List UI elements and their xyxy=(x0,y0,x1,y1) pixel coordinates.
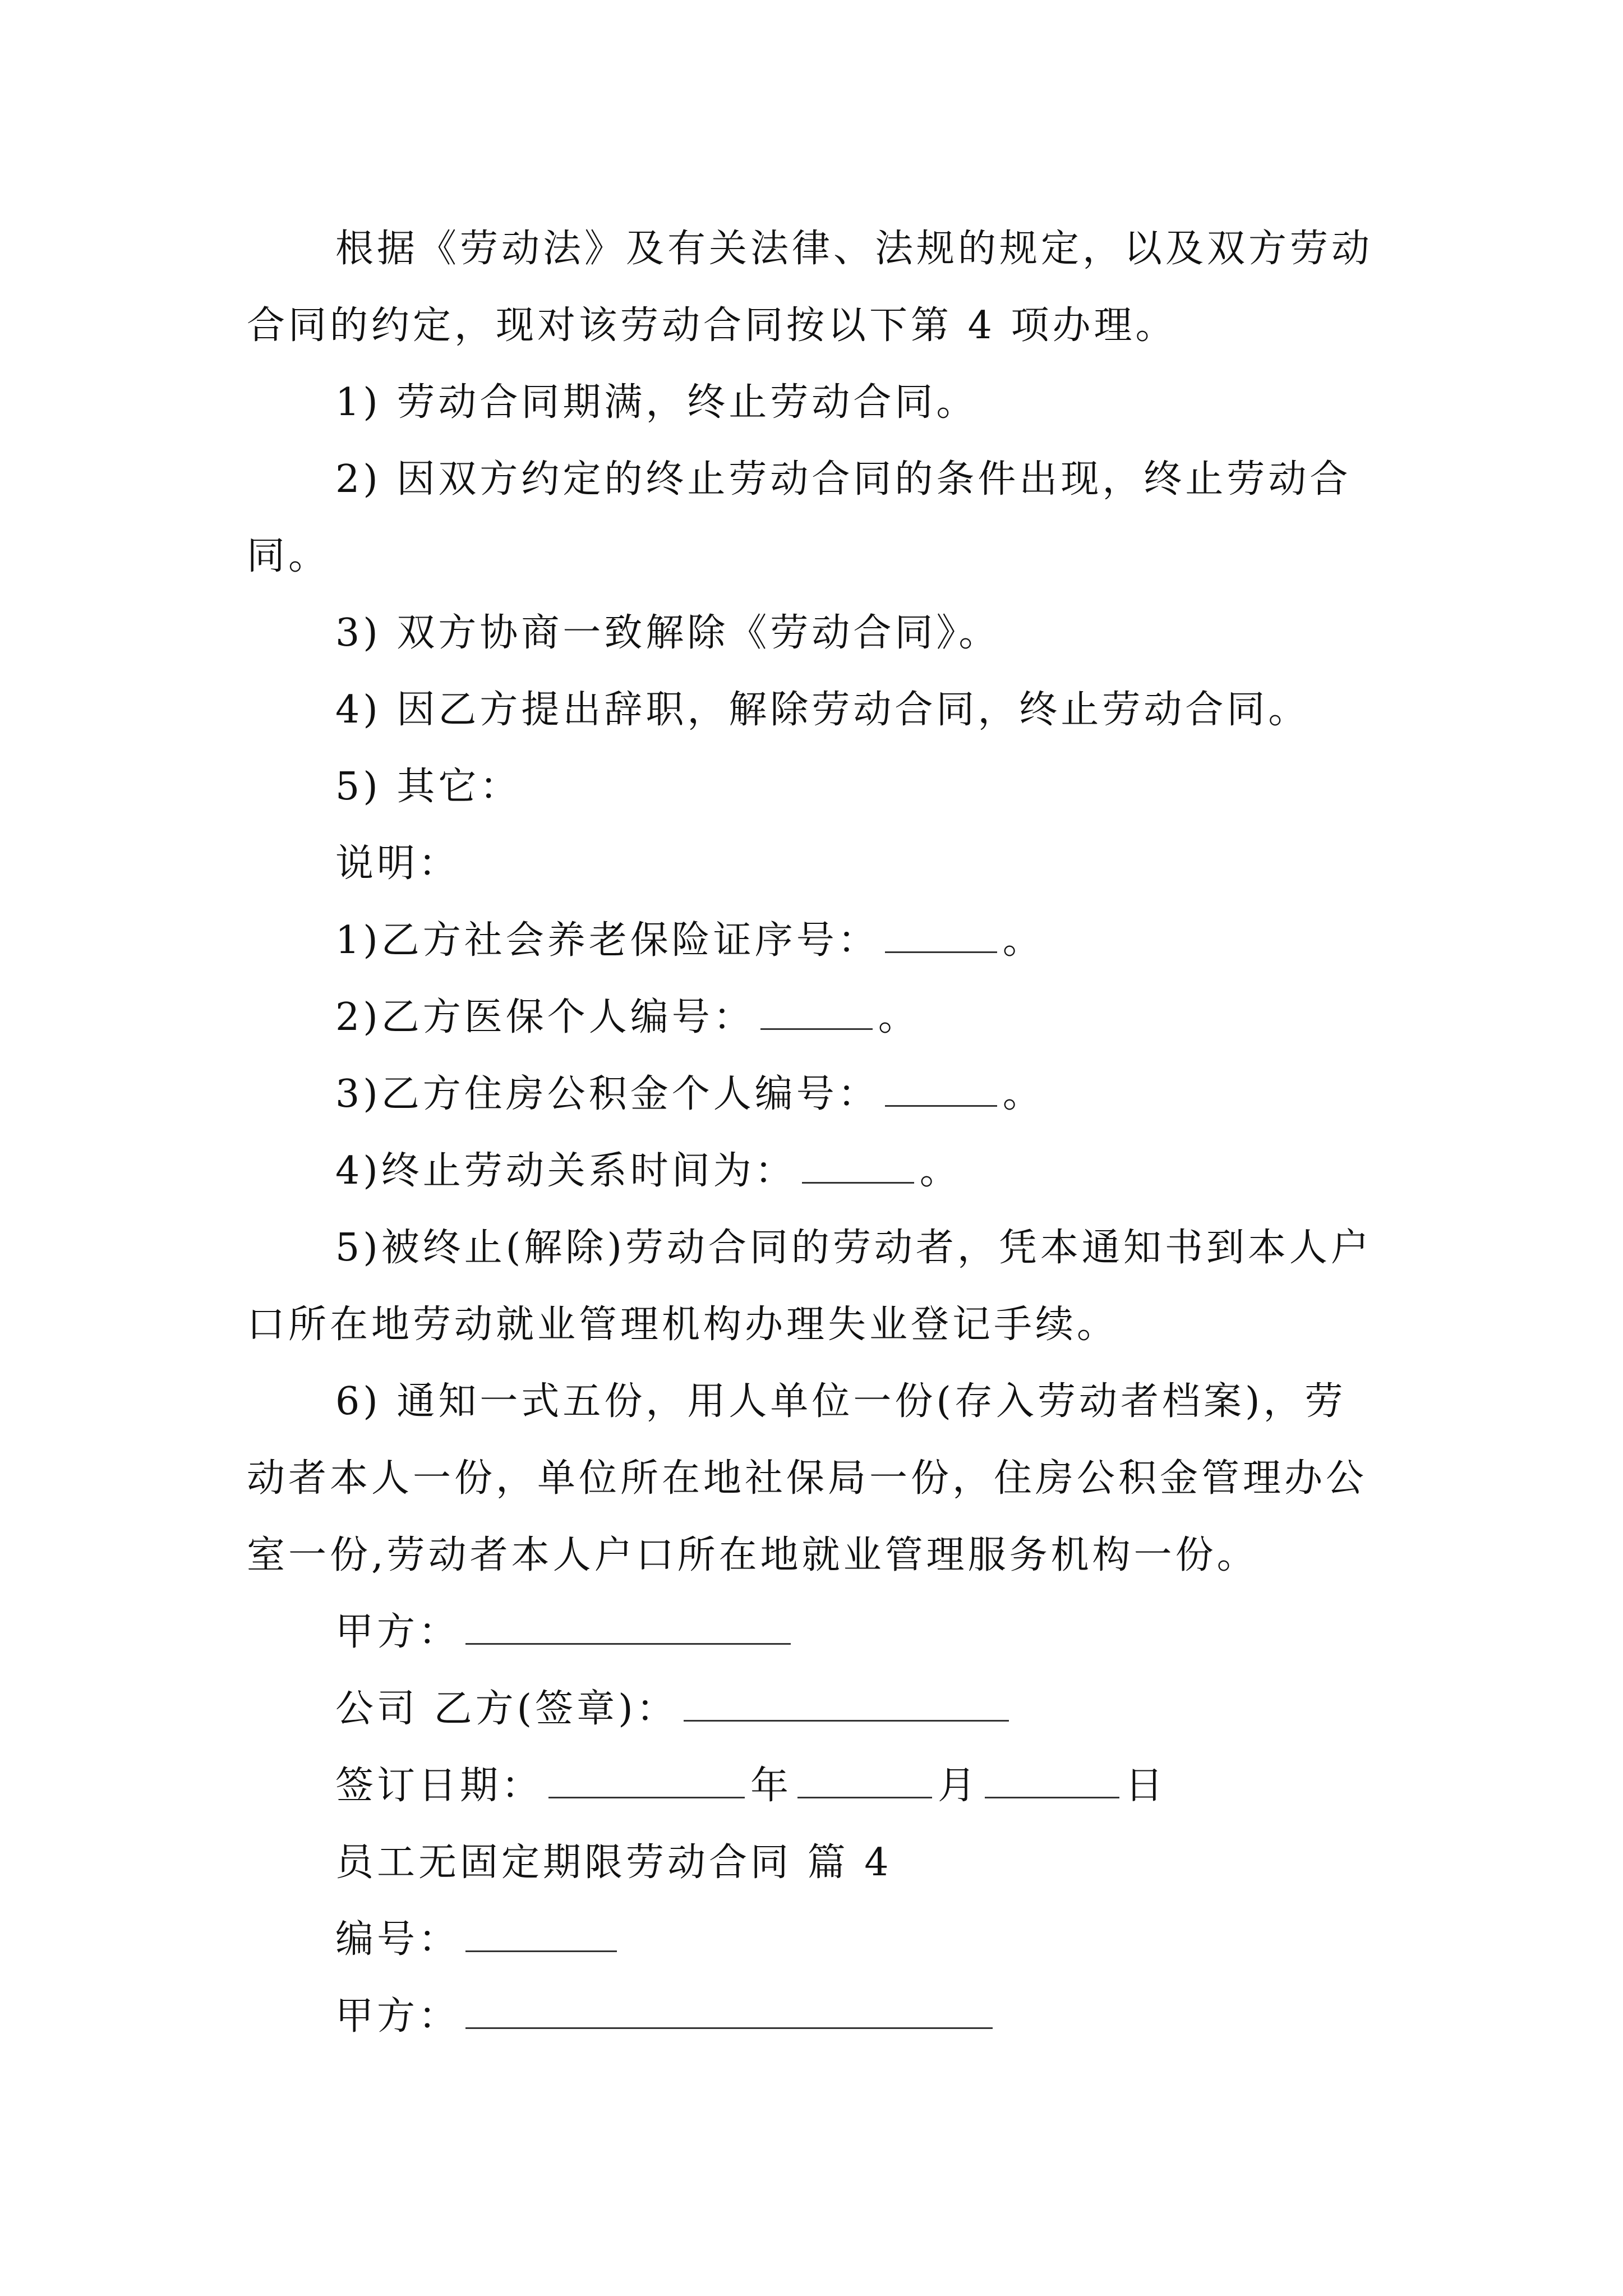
termination-date-blank[interactable] xyxy=(802,1151,914,1184)
item-4: 4) 因乙方提出辞职，解除劳动合同，终止劳动合同。 xyxy=(335,688,1310,732)
party-b-label: 公司 乙方(签章)： xyxy=(335,1687,678,1731)
note-title: 说明： xyxy=(335,841,460,886)
party-b-signature-blank[interactable] xyxy=(684,1688,1009,1722)
sign-year-blank[interactable] xyxy=(548,1765,745,1798)
month-label: 月 xyxy=(938,1764,980,1808)
section-title: 员工无固定期限劳动合同 篇 4 xyxy=(335,1841,892,1885)
day-label: 日 xyxy=(1125,1764,1167,1808)
note-3-label: 3)乙方住房公积金个人编号： xyxy=(335,1072,879,1116)
note-2-end: 。 xyxy=(878,995,920,1039)
note-3 xyxy=(247,1056,1385,1133)
medical-insurance-number-blank[interactable] xyxy=(760,997,873,1030)
sign-day-blank[interactable] xyxy=(985,1765,1119,1798)
party-a-line-2 xyxy=(247,1978,1385,2055)
year-label: 年 xyxy=(750,1764,792,1808)
note-4-end: 。 xyxy=(919,1149,961,1193)
sign-date-line xyxy=(247,1747,1385,1824)
document-body xyxy=(247,210,1385,2055)
party-b-line xyxy=(247,1671,1385,1747)
item-3: 3) 双方协商一致解除《劳动合同》。 xyxy=(335,611,1000,655)
party-a-label-2: 甲方： xyxy=(335,1994,460,2039)
pension-number-blank[interactable] xyxy=(885,920,997,953)
item-1: 1) 劳动合同期满，终止劳动合同。 xyxy=(335,380,978,425)
party-a-blank[interactable] xyxy=(465,1612,791,1645)
party-a-label: 甲方： xyxy=(335,1610,460,1654)
sign-month-blank[interactable] xyxy=(797,1765,932,1798)
party-a-blank-2[interactable] xyxy=(465,1996,993,2029)
number-label: 编号： xyxy=(335,1917,460,1962)
note-5: 5)被终止(解除)劳动合同的劳动者，凭本通知书到本人户口所在地劳动就业管理机构办理失业登记手续。 xyxy=(247,1226,1372,1347)
note-2 xyxy=(247,979,1385,1056)
note-2-label: 2)乙方医保个人编号： xyxy=(335,995,755,1039)
item-5: 5) 其它： xyxy=(335,765,522,809)
note-1-end: 。 xyxy=(1002,918,1044,963)
note-4-label: 4)终止劳动关系时间为： xyxy=(335,1149,796,1193)
note-6: 6) 通知一式五份，用人单位一份(存入劳动者档案)，劳动者本人一份，单位所在地社保局一份，住房公积金管理办公室一份,劳动者本人户口所在地就业管理服务机构一份。 xyxy=(247,1379,1368,1577)
number-line xyxy=(247,1901,1385,1978)
contract-number-blank[interactable] xyxy=(465,1919,617,1952)
note-4 xyxy=(247,1133,1385,1209)
note-1 xyxy=(247,902,1385,979)
item-2: 2) 因双方约定的终止劳动合同的条件出现，终止劳动合同。 xyxy=(247,457,1352,578)
note-3-end: 。 xyxy=(1002,1072,1044,1116)
note-1-label: 1)乙方社会养老保险证序号： xyxy=(335,918,879,963)
sign-date-label: 签订日期： xyxy=(335,1764,543,1808)
housing-fund-number-blank[interactable] xyxy=(885,1074,997,1107)
party-a-line xyxy=(247,1594,1385,1671)
intro-paragraph: 根据《劳动法》及有关法律、法规的规定，以及双方劳动合同的约定，现对该劳动合同按以下第 4 项办理。 xyxy=(247,227,1373,348)
